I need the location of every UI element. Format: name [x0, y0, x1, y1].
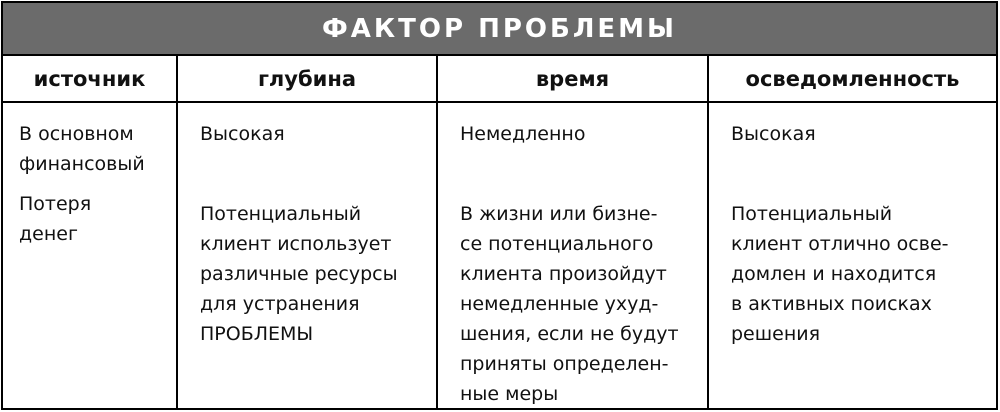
- time-description: В жизни или бизне- се потенциального клиента произойдут немедленные ухуд- шения, если не будут приняты определен- ные меры: [460, 203, 679, 405]
- cell-time: [438, 103, 709, 408]
- header-time: время: [438, 56, 709, 101]
- cell-depth: [178, 103, 438, 408]
- header-depth: глубина: [178, 56, 438, 101]
- cell-awareness: [709, 103, 996, 408]
- time-value: Немедленно: [460, 123, 586, 145]
- header-awareness: осведомленность: [745, 66, 960, 91]
- depth-description: Потенциальный клиент использует различные ресурсы для устранения ПРОБЛЕМЫ: [200, 203, 398, 345]
- header-source: источник: [3, 56, 178, 101]
- problem-factor-table: [1, 1, 998, 410]
- source-value: В основном финансовый: [19, 123, 145, 175]
- awareness-value: Высокая: [731, 123, 816, 145]
- cell-source: [3, 103, 178, 408]
- awareness-description: Потенциальный клиент отлично осве- домлен и находится в активных поисках решения: [731, 203, 949, 345]
- header-row: [3, 56, 996, 103]
- table-title: ФАКТОР ПРОБЛЕМЫ: [3, 3, 996, 56]
- source-description: Потеря денег: [19, 193, 92, 245]
- depth-value: Высокая: [200, 123, 285, 145]
- table-row: [3, 103, 996, 408]
